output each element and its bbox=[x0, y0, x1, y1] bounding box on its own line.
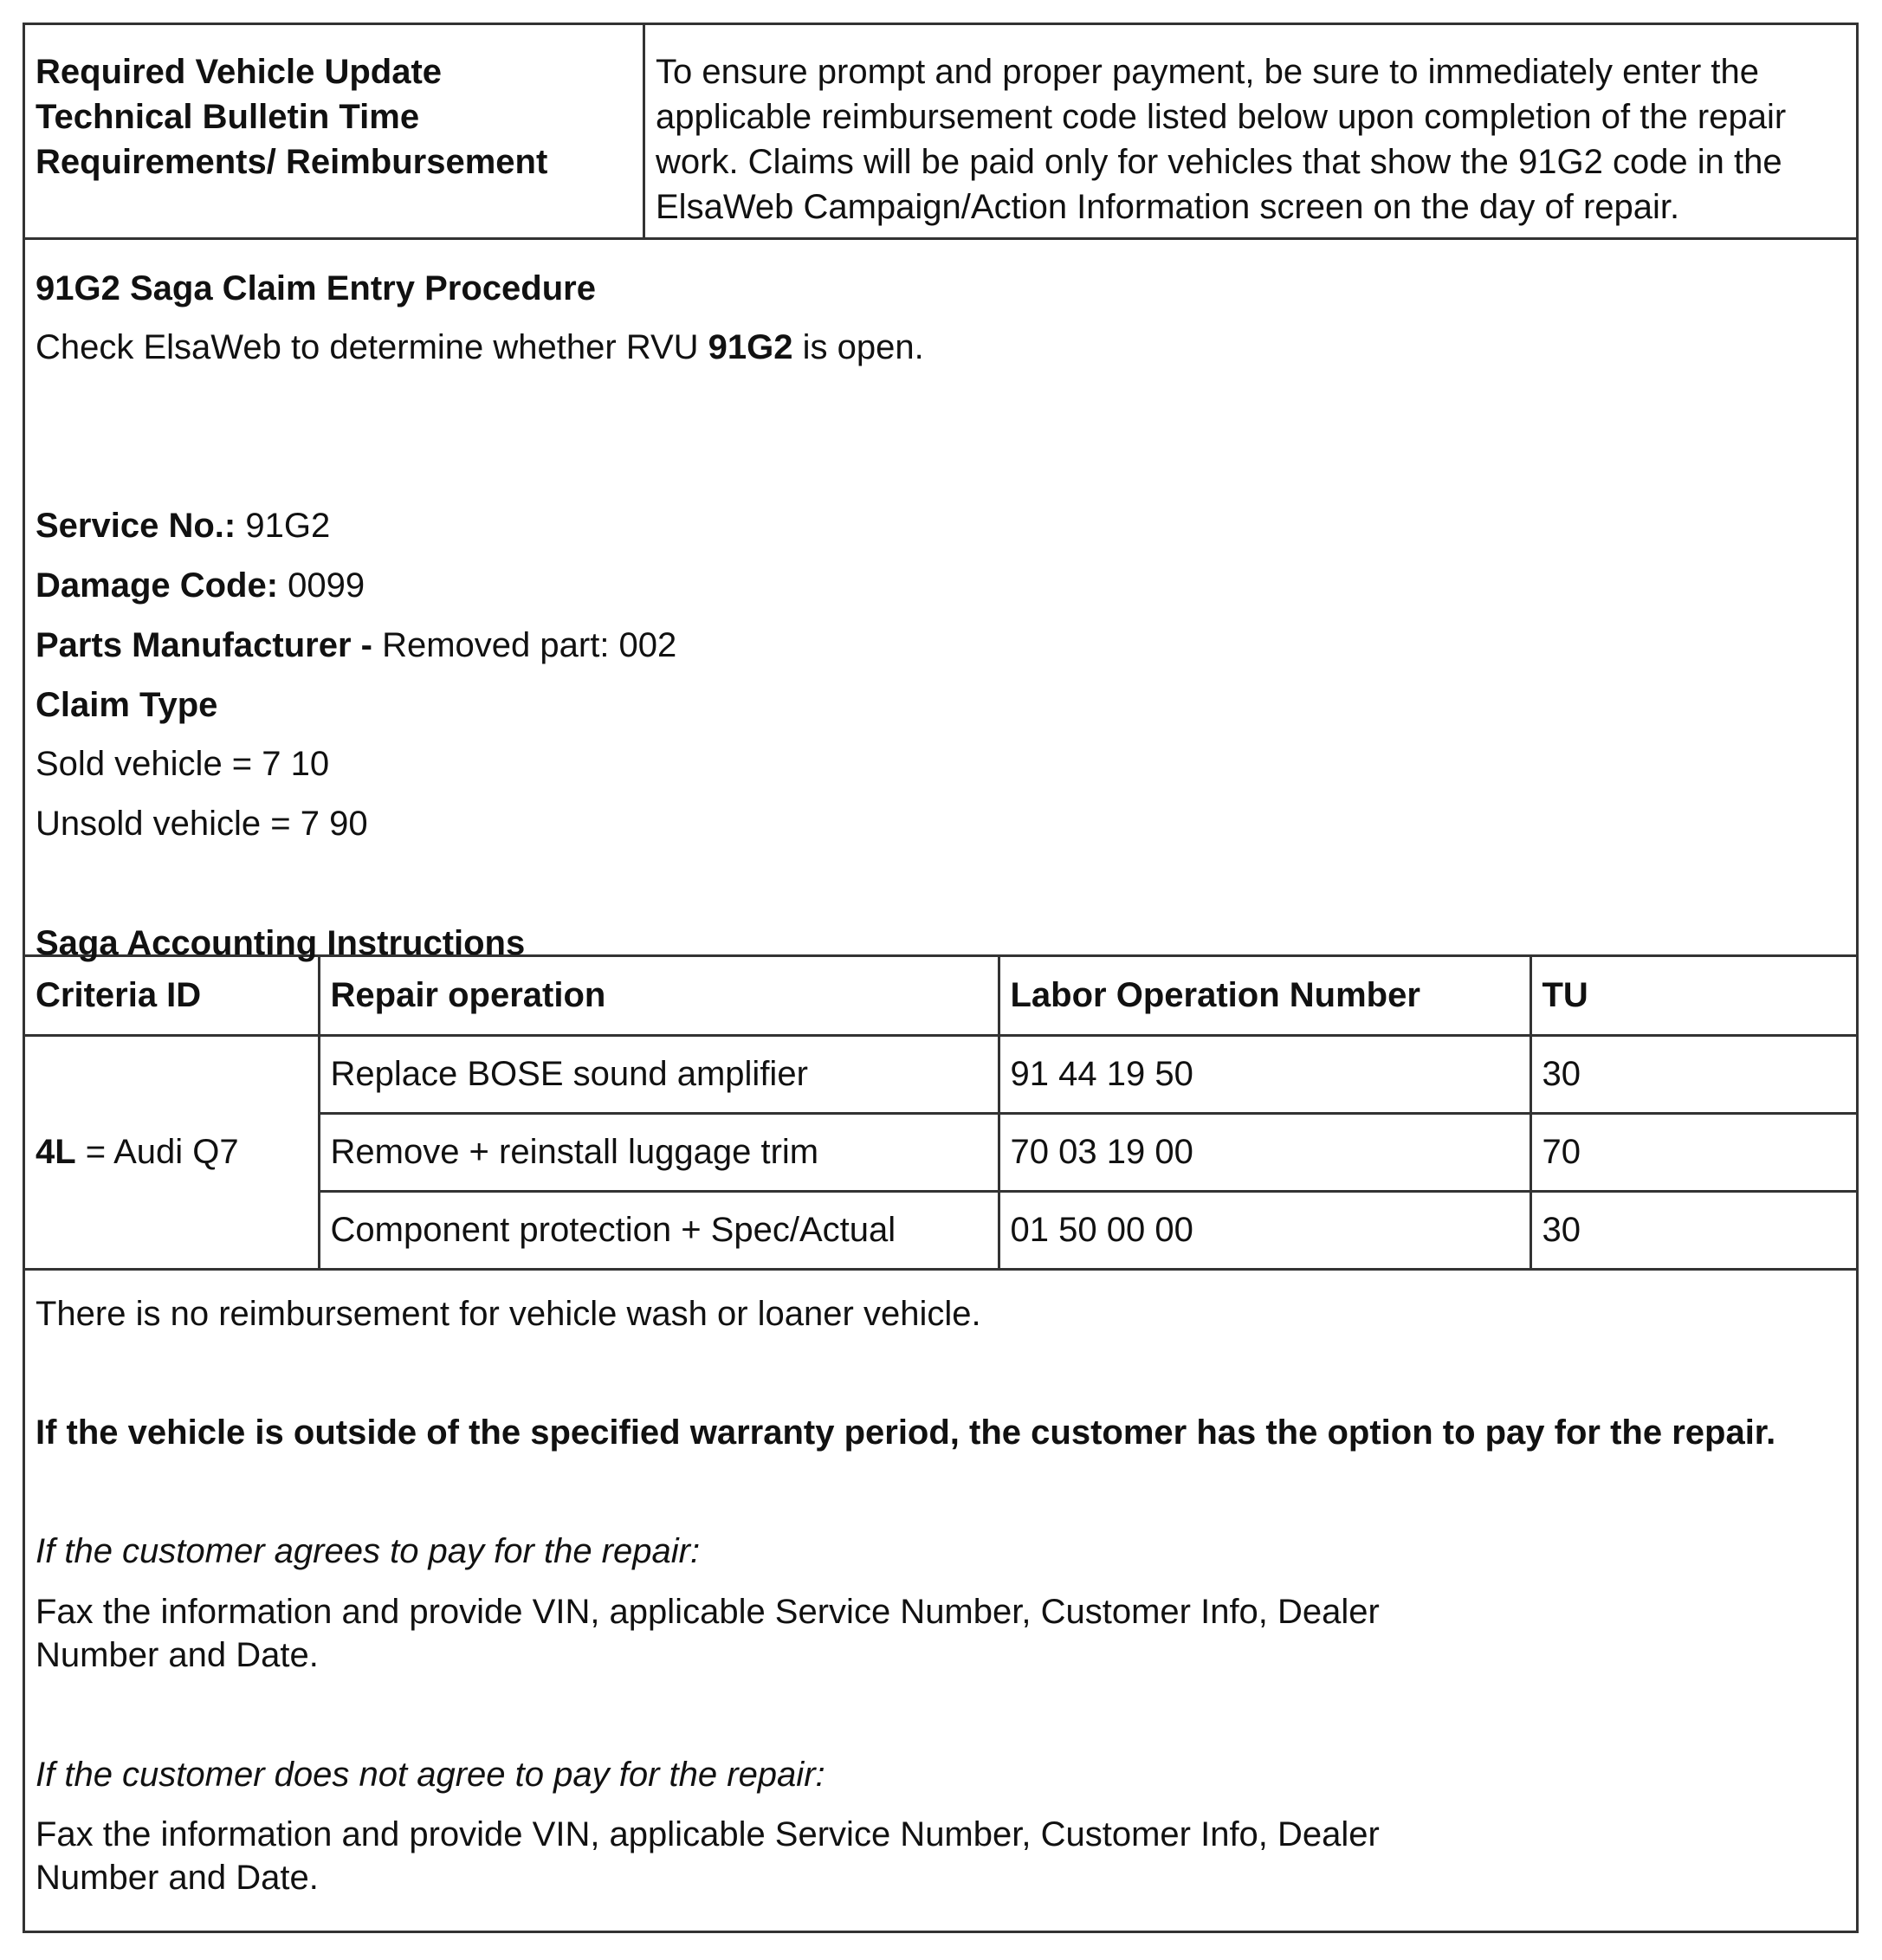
bulletin-page bbox=[23, 23, 1859, 1933]
footer-notes bbox=[25, 1271, 1856, 1911]
accounting-title: Saga Accounting Instructions bbox=[36, 924, 526, 962]
criteria-text: = Audi Q7 bbox=[75, 1132, 239, 1171]
header-title-line: Required Vehicle Update bbox=[36, 53, 443, 91]
tu-cell: 30 bbox=[1530, 1191, 1856, 1269]
repair-operation-cell: Component protection + Spec/Actual bbox=[319, 1191, 999, 1269]
sold-vehicle-line: Sold vehicle = 7 10 bbox=[36, 745, 330, 783]
service-value: 91G2 bbox=[236, 507, 331, 545]
column-header: Labor Operation Number bbox=[999, 957, 1530, 1035]
no-reimbursement-note: There is no reimbursement for vehicle wash or loaner vehicle. bbox=[36, 1294, 981, 1333]
header-row bbox=[25, 25, 1856, 240]
tu-cell: 30 bbox=[1530, 1035, 1856, 1113]
labor-number-cell: 70 03 19 00 bbox=[999, 1113, 1530, 1191]
repair-operation-cell: Replace BOSE sound amplifier bbox=[319, 1035, 999, 1113]
header-title-line: Requirements/ Reimbursement bbox=[36, 143, 548, 181]
disagree-instructions-cont: Number and Date. bbox=[36, 1858, 319, 1897]
damage-value: 0099 bbox=[278, 566, 365, 605]
check-code: 91G2 bbox=[708, 328, 793, 366]
column-header: Repair operation bbox=[319, 957, 999, 1035]
check-prefix: Check ElsaWeb to determine whether RVU bbox=[36, 328, 708, 366]
labor-number-cell: 01 50 00 00 bbox=[999, 1191, 1530, 1269]
header-description-line: To ensure prompt and proper payment, be sure to immediately enter the bbox=[656, 53, 1760, 91]
column-header: TU bbox=[1530, 957, 1856, 1035]
agree-instructions: Fax the information and provide VIN, applicable Service Number, Customer Info, Dealer bbox=[36, 1592, 1380, 1631]
table-row bbox=[25, 1035, 1856, 1113]
parts-manufacturer-line bbox=[36, 624, 676, 666]
header-description bbox=[645, 25, 1856, 237]
criteria-cell bbox=[25, 1035, 319, 1269]
labor-number-cell: 91 44 19 50 bbox=[999, 1035, 1530, 1113]
disagree-title: If the customer does not agree to pay for the repair: bbox=[36, 1755, 825, 1794]
repair-operation-cell: Remove + reinstall luggage trim bbox=[319, 1113, 999, 1191]
unsold-vehicle-line: Unsold vehicle = 7 90 bbox=[36, 805, 368, 843]
disagree-instructions: Fax the information and provide VIN, applicable Service Number, Customer Info, Dealer bbox=[36, 1814, 1380, 1853]
parts-value: Removed part: 002 bbox=[372, 626, 677, 664]
header-description-line: work. Claims will be paid only for vehicles that show the 91G2 code in the bbox=[656, 143, 1782, 181]
column-header: Criteria ID bbox=[25, 957, 319, 1035]
table-header-row bbox=[25, 957, 1856, 1035]
header-title-line: Technical Bulletin Time bbox=[36, 98, 420, 136]
claim-type-title: Claim Type bbox=[36, 686, 218, 724]
agree-instructions-cont: Number and Date. bbox=[36, 1635, 319, 1674]
warranty-note: If the vehicle is outside of the specified warranty period, the customer has the option to pay for the repair. bbox=[36, 1413, 1776, 1452]
parts-label: Parts Manufacturer - bbox=[36, 626, 372, 664]
criteria-code: 4L bbox=[36, 1132, 76, 1171]
agree-title: If the customer agrees to pay for the repair: bbox=[36, 1531, 701, 1570]
accounting-table bbox=[25, 957, 1856, 1271]
damage-label: Damage Code: bbox=[36, 566, 279, 605]
damage-code-line bbox=[36, 565, 365, 606]
check-suffix: is open. bbox=[792, 328, 924, 366]
check-elsaweb-line bbox=[36, 327, 924, 368]
header-title bbox=[25, 25, 645, 237]
service-number-line bbox=[36, 505, 330, 547]
service-label: Service No.: bbox=[36, 507, 236, 545]
tu-cell: 70 bbox=[1530, 1113, 1856, 1191]
header-description-line: applicable reimbursement code listed below upon completion of the repair bbox=[656, 98, 1787, 136]
header-description-line: ElsaWeb Campaign/Action Information screen on the day of repair. bbox=[656, 188, 1680, 226]
claim-entry-procedure bbox=[25, 240, 1856, 962]
procedure-title: 91G2 Saga Claim Entry Procedure bbox=[36, 269, 596, 307]
